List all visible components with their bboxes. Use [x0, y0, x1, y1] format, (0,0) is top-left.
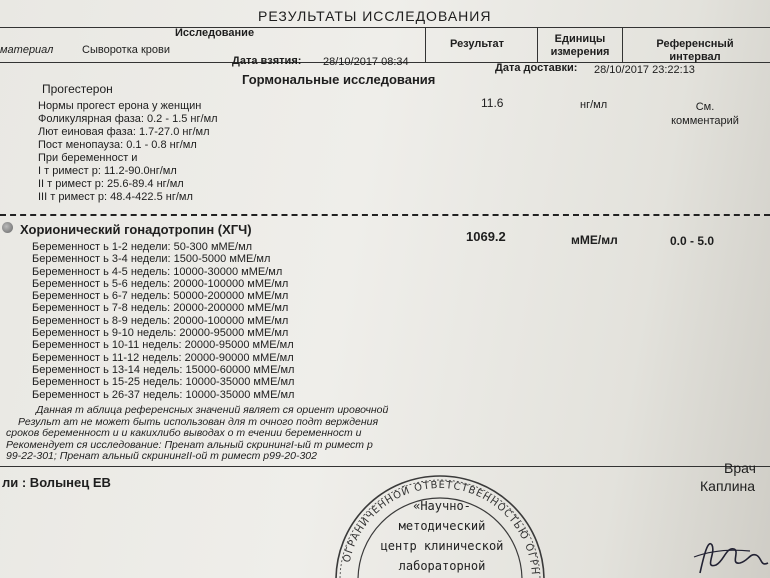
signature: [690, 525, 770, 578]
note-line: 99-22-301; Пренат альный скринингII-ой т римест р99-20-302: [6, 450, 317, 463]
doctor-label: Врач: [724, 460, 756, 476]
progesterone-norms: [38, 100, 218, 204]
norm-line: Беременност ь 15-25 недель: 10000-35000 мМЕ/мл: [32, 376, 295, 389]
column-study: Исследование: [175, 27, 255, 39]
date-delivered-value: 28/10/2017 23:22:13: [594, 64, 695, 76]
norm-line: III т римест р: 48.4-422.5 нг/мл: [38, 191, 193, 203]
progesterone-name: Прогестерон: [42, 82, 113, 96]
stamp-line: методический: [398, 519, 486, 533]
column-reference: Референсный интервал: [656, 38, 734, 63]
norm-line: II т римест р: 25.6-89.4 нг/мл: [38, 178, 184, 190]
norm-line: Беременност ь 9-10 недель: 20000-95000 мМЕ/мл: [32, 327, 289, 340]
dashed-divider: [0, 214, 770, 216]
norm-line: Пост менопауза: 0.1 - 0.8 нг/мл: [38, 139, 197, 151]
note-line: Результ ат не может быть использован для т очного подт верждения: [18, 415, 379, 428]
norm-line: Беременност ь 11-12 недель: 20000-90000 мМЕ/мл: [32, 351, 294, 364]
disclaimer-notes: [6, 405, 388, 463]
doctor-name: Каплина: [700, 478, 756, 494]
norm-line: Фоликулярная фаза: 0.2 - 1.5 нг/мл: [38, 113, 218, 125]
stamp-line: центр клинической: [380, 539, 504, 553]
progesterone-units: нг/мл: [580, 99, 608, 111]
header-divider: [537, 27, 538, 62]
date-delivered-label: Дата доставки:: [495, 62, 578, 74]
norm-line: Лют еиновая фаза: 1.7-27.0 нг/мл: [38, 126, 210, 138]
norm-line: Беременност ь 1-2 недели: 50-300 мМЕ/мл: [32, 241, 253, 253]
section-title: Гормональные исследования: [242, 72, 436, 87]
column-result: Результат: [450, 38, 505, 50]
progesterone-result: 11.6: [481, 96, 504, 110]
norm-line: Беременност ь 4-5 недель: 10000-30000 мМЕ/мл: [32, 265, 283, 278]
date-taken-label: Дата взятия:: [232, 55, 302, 67]
bullet-icon: [2, 222, 13, 233]
norm-line: При беременност и: [38, 152, 138, 164]
norm-line: Нормы прогест ерона у женщин: [38, 100, 202, 112]
note-line: сроков беременност и и какихлибо выводах о т ечении беременност и: [6, 427, 362, 440]
norm-line: Беременност ь 8-9 недель: 20000-100000 мМЕ/мл: [32, 314, 289, 327]
performer-name: ли : Волынец ЕВ: [2, 475, 111, 490]
note-line: Данная т аблица референсных значений являет ся ориент ировочной: [36, 404, 389, 416]
progesterone-reference: См. комментарий: [671, 101, 739, 127]
material-value: Сыворотка крови: [82, 44, 170, 56]
norm-line: Беременност ь 10-11 недель: 20000-95000 мМЕ/мл: [32, 339, 294, 352]
hcg-units: мМЕ/мл: [571, 233, 618, 247]
stamp-line: лабораторной: [398, 559, 486, 573]
norm-line: Беременност ь 26-37 недель: 10000-35000 мМЕ/мл: [32, 388, 295, 401]
material-label: материал: [0, 44, 54, 56]
hcg-result: 1069.2: [466, 229, 506, 244]
norm-line: Беременност ь 7-8 недель: 20000-200000 мМЕ/мл: [32, 302, 289, 315]
norm-line: Беременност ь 3-4 недели: 1500-5000 мМЕ/мл: [32, 253, 271, 266]
norm-line: Беременност ь 6-7 недель: 50000-200000 мМЕ/мл: [32, 290, 289, 303]
header-divider: [622, 27, 623, 62]
report-title: РЕЗУЛЬТАТЫ ИССЛЕДОВАНИЯ: [258, 8, 492, 24]
header-divider: [425, 27, 426, 62]
norm-line: Беременност ь 13-14 недель: 15000-60000 мМЕ/мл: [32, 363, 295, 376]
norm-line: Беременност ь 5-6 недель: 20000-100000 мМЕ/мл: [32, 277, 289, 290]
hcg-name: Хорионический гонадотропин (ХГЧ): [20, 222, 252, 237]
footer-rule: [0, 466, 770, 467]
stamp-ring-text: ОГРАНИЧЕННОЙ ОТВЕТСТВЕННОСТЬЮ ОГРН: [341, 479, 540, 576]
norm-line: I т римест р: 11.2-90.0нг/мл: [38, 165, 177, 177]
hcg-reference: 0.0 - 5.0: [670, 234, 715, 248]
note-line: Рекомендует ся исследование: Пренат альный скринингI-ый т римест р: [6, 438, 373, 451]
header-top-rule: [0, 27, 770, 28]
hcg-norms: [32, 241, 294, 401]
column-units: Единицы измерения: [550, 33, 610, 58]
organization-stamp: [330, 470, 550, 578]
stamp-line: «Научно-: [413, 499, 471, 513]
date-taken-value: 28/10/2017 08:34: [323, 56, 409, 68]
